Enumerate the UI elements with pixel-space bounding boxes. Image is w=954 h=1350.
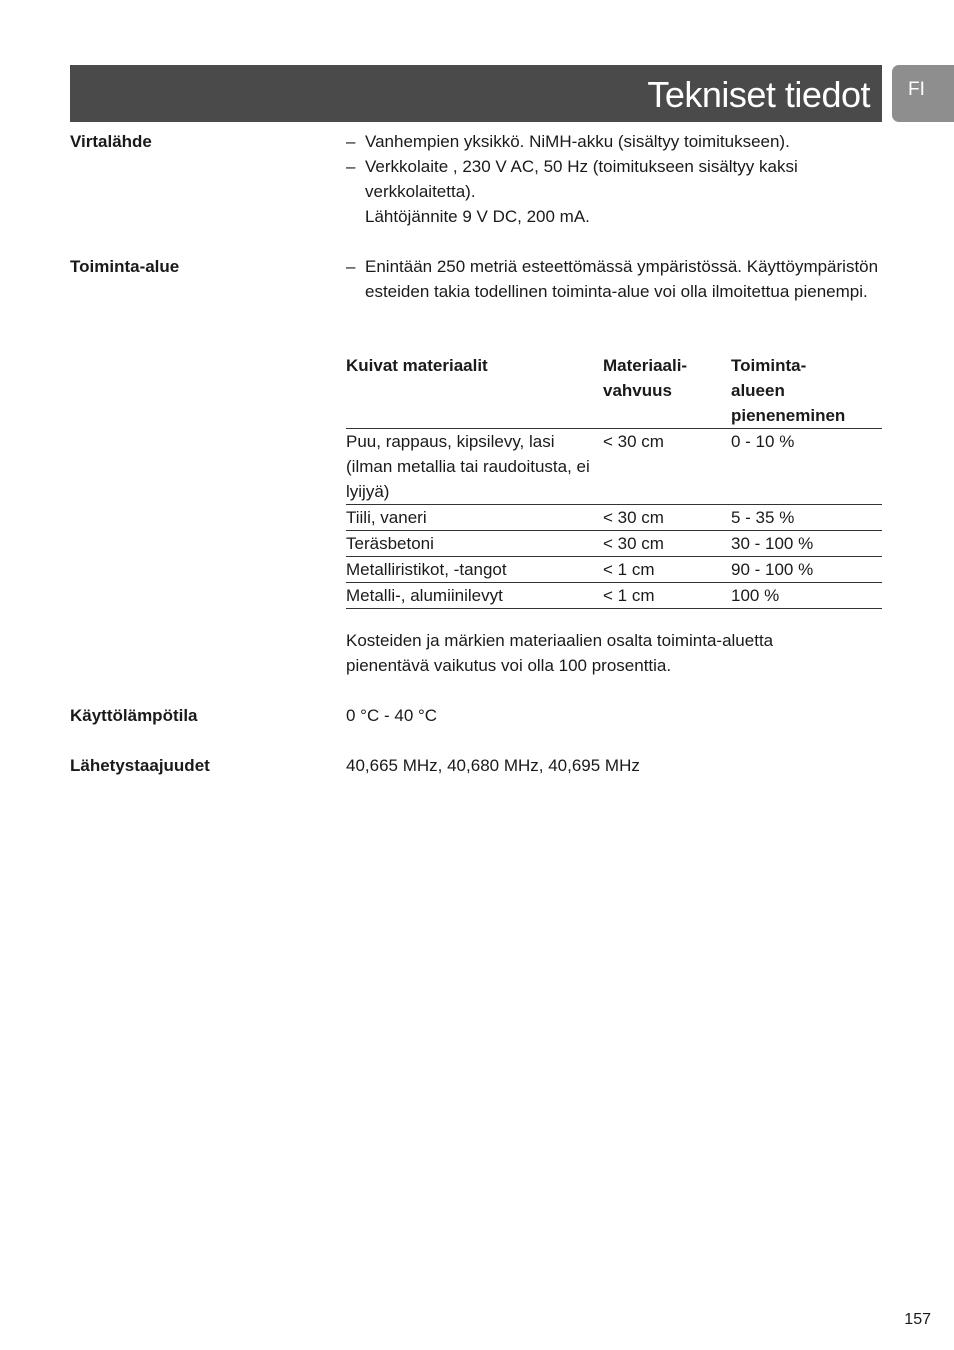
- table-header-row: [346, 353, 882, 429]
- material-cell: Tiili, vaneri: [346, 505, 603, 531]
- range-details: [346, 254, 886, 304]
- thickness-cell: < 30 cm: [603, 429, 731, 505]
- material-cell: Metalliristikot, -tangot: [346, 557, 603, 583]
- frequencies-label: Lähetystaajuudet: [70, 756, 210, 775]
- temperature-value: 0 °C - 40 °C: [346, 706, 438, 725]
- bullet-dash: –: [346, 157, 356, 176]
- power-item-1: [346, 129, 886, 154]
- thickness-cell: < 30 cm: [603, 505, 731, 531]
- power-item-2: [346, 154, 855, 204]
- reduction-cell: 30 - 100 %: [731, 531, 882, 557]
- thickness-cell: < 1 cm: [603, 557, 731, 583]
- material-cell: Metalli-, alumiinilevyt: [346, 583, 603, 609]
- material-cell: Teräsbetoni: [346, 531, 603, 557]
- power-output-voltage: Lähtöjännite 9 V DC, 200 mA.: [365, 207, 590, 226]
- language-label: FI: [908, 79, 925, 100]
- reduction-cell: 100 %: [731, 583, 882, 609]
- power-label: Virtalähde: [70, 132, 152, 151]
- power-item-text: Vanhempien yksikkö. NiMH-akku (sisältyy toimitukseen).: [365, 132, 790, 151]
- moisture-note: Kosteiden ja märkien materiaalien osalta toiminta-aluetta pienentävä vaikutus voi olla 100 prosenttia.: [346, 631, 774, 675]
- page-number: 157: [904, 1311, 931, 1328]
- table-row: [346, 583, 882, 609]
- material-cell: Puu, rappaus, kipsilevy, lasi (ilman metallia tai raudoitusta, ei lyijyä): [346, 429, 603, 505]
- table-row: [346, 429, 882, 505]
- frequencies-value: 40,665 MHz, 40,680 MHz, 40,695 MHz: [346, 756, 640, 775]
- range-label: Toiminta-alue: [70, 257, 180, 276]
- reduction-cell: 0 - 10 %: [731, 429, 882, 505]
- reduction-cell: 5 - 35 %: [731, 505, 882, 531]
- page-title: Tekniset tiedot: [647, 74, 870, 115]
- thickness-cell: < 30 cm: [603, 531, 731, 557]
- thickness-cell: < 1 cm: [603, 583, 731, 609]
- range-item-1: [346, 254, 890, 304]
- header-bar: [70, 65, 882, 122]
- header-dry-materials: Kuivat materiaalit: [346, 353, 603, 429]
- bullet-dash: –: [346, 132, 356, 151]
- table-row: [346, 505, 882, 531]
- power-item-text: Verkkolaite , 230 V AC, 50 Hz (toimitukseen sisältyy kaksi verkkolaitetta).: [365, 157, 798, 201]
- materials-table: [346, 353, 882, 609]
- language-tab: [892, 65, 954, 122]
- header-range-reduction: Toiminta-alueen pieneneminen: [731, 353, 882, 429]
- bullet-dash: –: [346, 257, 356, 276]
- table-row: [346, 557, 882, 583]
- table-row: [346, 531, 882, 557]
- range-item-text: Enintään 250 metriä esteettömässä ympäristössä. Käyttöympäristön esteiden takia todellinen toiminta-alue voi olla ilmoitettua pienempi.: [365, 257, 879, 301]
- temperature-label: Käyttölämpötila: [70, 706, 198, 725]
- reduction-cell: 90 - 100 %: [731, 557, 882, 583]
- header-thickness: Materiaali-vahvuus: [603, 353, 731, 429]
- power-details: [346, 129, 886, 229]
